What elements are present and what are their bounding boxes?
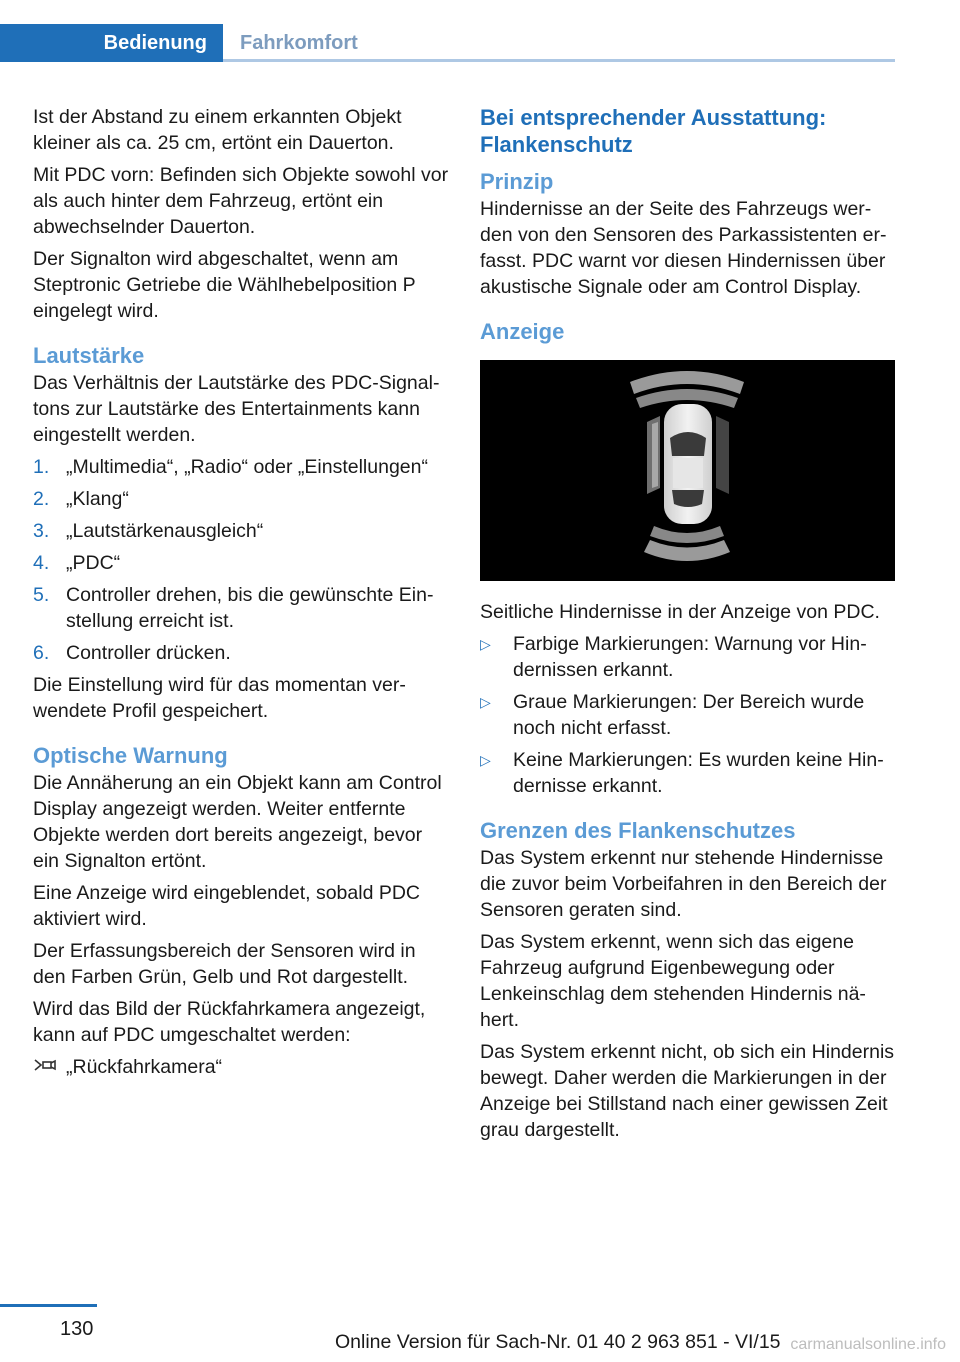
list-item xyxy=(480,689,896,741)
step-item xyxy=(33,454,449,480)
step-text: Controller drücken. xyxy=(66,642,231,664)
paragraph: Ist der Abstand zu einem erkannten Objekt kleiner als ca. 25 cm, ertönt ein Dauerton. xyxy=(33,106,402,154)
menu-item-rueckfahrkamera xyxy=(33,1054,449,1080)
list-item xyxy=(480,747,896,799)
step-text: „PDC“ xyxy=(66,552,121,574)
paragraph: Das System erkennt nur stehende Hindernisse die zuvor beim Vorbeifahren in den Bereich der Sensoren geraten sind. xyxy=(480,847,887,921)
paragraph: Das Verhältnis der Lautstärke des PDC-Signaltons zur Lautstärke des Entertainments kann eingestellt werden. xyxy=(33,372,440,446)
paragraph: Die Annäherung an ein Objekt kann am Control Display angezeigt werden. Weiter entfernte Objekte werden dort bereits angezeigt, bevor ein Signalton ertönt. xyxy=(33,772,442,872)
step-number: 3. xyxy=(33,520,50,542)
marking-bullets xyxy=(480,631,896,799)
step-item xyxy=(33,550,449,576)
step-number: 4. xyxy=(33,552,50,574)
paragraph: Hindernisse an der Seite des Fahrzeugs werden von den Sensoren des Parkassistenten erfasst. PDC warnt vor diesen Hindernissen über akustische Signale oder am Control Display. xyxy=(480,198,887,298)
list-item-text: Farbige Markierungen: Warnung vor Hindernissen erkannt. xyxy=(513,633,867,681)
heading-flank-protection: Bei entsprechender Ausstattung: Flankenschutz xyxy=(480,105,827,157)
step-number: 5. xyxy=(33,584,50,606)
heading-principle: Prinzip xyxy=(480,169,554,194)
list-item-text: Graue Markierungen: Der Bereich wurde noch nicht erfasst. xyxy=(513,691,865,739)
step-number: 2. xyxy=(33,488,50,510)
tab-bedienung: Bedienung xyxy=(0,24,223,62)
step-number: 1. xyxy=(33,456,50,478)
paragraph: Das System erkennt, wenn sich das eigene Fahrzeug aufgrund Eigenbewegung oder Lenkeinschlag dem stehenden Hindernis nähert. xyxy=(480,931,866,1031)
header-rule xyxy=(223,59,895,62)
menu-item-label: „Rückfahrkamera“ xyxy=(66,1056,223,1078)
heading-display: Anzeige xyxy=(480,319,565,344)
paragraph: Der Erfassungsbereich der Sensoren wird in den Farben Grün, Gelb und Rot dargestellt. xyxy=(33,940,416,988)
paragraph: Eine Anzeige wird eingeblendet, sobald PDC aktiviert wird. xyxy=(33,882,421,930)
pdc-display-image xyxy=(480,360,895,581)
heading-volume: Lautstärke xyxy=(33,343,145,368)
step-item xyxy=(33,486,449,512)
volume-steps xyxy=(33,454,449,666)
step-text: „Lautstärkenausgleich“ xyxy=(66,520,264,542)
footer-rule xyxy=(0,1304,97,1307)
watermark: carmanualsonline.info xyxy=(790,1336,946,1353)
triangle-right-icon: ▷ xyxy=(480,636,491,652)
camera-icon xyxy=(33,1054,66,1080)
list-item xyxy=(480,631,896,683)
paragraph: Wird das Bild der Rückfahrkamera angezeigt, kann auf PDC umgeschaltet werden: xyxy=(33,998,426,1046)
step-text: Controller drehen, bis die gewünschte Einstellung erreicht ist. xyxy=(66,584,434,632)
step-item xyxy=(33,518,449,544)
header-tabs xyxy=(0,24,895,62)
online-version-note: Online Version für Sach-Nr. 01 40 2 963 851 - VI/15 xyxy=(335,1331,781,1353)
step-number: 6. xyxy=(33,642,50,664)
page-number: 130 xyxy=(60,1318,94,1340)
step-item xyxy=(33,582,449,634)
figure-caption: Seitliche Hindernisse in der Anzeige von PDC. xyxy=(480,601,880,623)
heading-optical-warning: Optische Warnung xyxy=(33,743,228,768)
step-text: „Klang“ xyxy=(66,488,129,510)
step-text: „Multimedia“, „Radio“ oder „Einstellungen“ xyxy=(66,456,428,478)
heading-limits: Grenzen des Flankenschutzes xyxy=(480,818,796,843)
tab-fahrkomfort: Fahrkomfort xyxy=(240,31,358,54)
paragraph: Mit PDC vorn: Befinden sich Objekte sowohl vor als auch hinter dem Fahrzeug, ertönt ein abwechselnder Dauerton. xyxy=(33,164,449,238)
triangle-right-icon: ▷ xyxy=(480,752,491,768)
paragraph: Das System erkennt nicht, ob sich ein Hindernis bewegt. Daher werden die Markierungen in der Anzeige bei Stillstand nach einer gewissen Zeit grau dargestellt. xyxy=(480,1041,895,1141)
paragraph: Der Signalton wird abgeschaltet, wenn am Steptronic Getriebe die Wählhebelposition P eingelegt wird. xyxy=(33,248,416,322)
right-column xyxy=(480,104,896,1149)
list-item-text: Keine Markierungen: Es wurden keine Hindernisse erkannt. xyxy=(513,749,884,797)
step-item xyxy=(33,640,449,666)
paragraph: Die Einstellung wird für das momentan verwendete Profil gespeichert. xyxy=(33,674,406,722)
left-column xyxy=(33,104,449,1080)
triangle-right-icon: ▷ xyxy=(480,694,491,710)
